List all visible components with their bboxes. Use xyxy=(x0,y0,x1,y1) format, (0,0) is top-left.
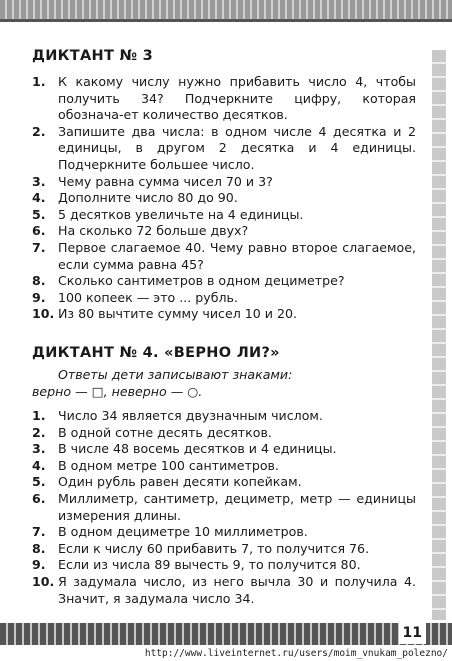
intro-line-1: Ответы дети записывают знаками: xyxy=(58,366,293,382)
list-item xyxy=(32,541,416,558)
dictation-4-title: ДИКТАНТ № 4. «ВЕРНО ЛИ?» xyxy=(32,344,280,361)
list-item xyxy=(32,408,416,425)
list-item xyxy=(32,491,416,524)
item-number: 7. xyxy=(32,239,46,255)
item-text: На сколько 72 больше двух? xyxy=(58,223,249,239)
item-text: Дополните число 80 до 90. xyxy=(58,190,238,206)
item-number: 3. xyxy=(32,173,46,189)
dictation-4-intro xyxy=(32,367,416,400)
bottom-decorative-band xyxy=(0,623,452,645)
item-number: 8. xyxy=(32,273,46,289)
item-text: 5 десятков увеличьте на 4 единицы. xyxy=(58,206,304,222)
item-number: 10. xyxy=(32,574,55,590)
right-decorative-strip xyxy=(432,50,446,620)
item-number: 5. xyxy=(32,206,46,222)
item-number: 3. xyxy=(32,441,46,457)
list-item xyxy=(32,557,416,574)
item-text: В одном дециметре 10 миллиметров. xyxy=(58,524,308,540)
item-text: 100 копеек — это ... рубль. xyxy=(58,289,238,305)
list-item xyxy=(32,223,416,240)
item-text: Первое слагаемое 40. Чему равно второе слагаемое, если сумма равна 45? xyxy=(58,239,416,272)
dictation-3-title: ДИКТАНТ № 3 xyxy=(32,48,153,64)
item-number: 9. xyxy=(32,289,46,305)
list-item xyxy=(32,74,416,124)
page-content xyxy=(32,48,416,607)
item-text: В одной сотне десять десятков. xyxy=(58,424,272,440)
item-number: 6. xyxy=(32,491,46,507)
item-number: 6. xyxy=(32,223,46,239)
item-text: Один рубль равен десяти копейкам. xyxy=(58,474,302,490)
item-text: В одном метре 100 сантиметров. xyxy=(58,457,279,473)
list-item xyxy=(32,574,416,607)
item-number: 4. xyxy=(32,457,46,473)
list-item xyxy=(32,273,416,290)
list-item xyxy=(32,474,416,491)
item-number: 1. xyxy=(32,74,46,89)
list-item xyxy=(32,306,416,323)
item-text: Число 34 является двузначным числом. xyxy=(58,408,323,424)
item-number: 10. xyxy=(32,306,55,322)
item-number: 8. xyxy=(32,540,46,556)
list-item xyxy=(32,441,416,458)
dictation-3-list xyxy=(32,74,416,323)
list-item xyxy=(32,524,416,541)
item-text: В числе 48 восемь десятков и 4 единицы. xyxy=(58,441,337,457)
list-item xyxy=(32,174,416,191)
intro-line-2: верно — □, неверно — ○. xyxy=(32,383,203,399)
list-item xyxy=(32,124,416,174)
page-number: 11 xyxy=(399,622,426,644)
item-text: Из 80 вычтите сумму чисел 10 и 20. xyxy=(58,306,297,322)
item-text: Если из числа 89 вычесть 9, то получится 80. xyxy=(58,557,361,573)
item-number: 5. xyxy=(32,474,46,490)
dictation-4-list xyxy=(32,408,416,607)
list-item xyxy=(32,458,416,475)
top-decorative-band xyxy=(0,0,452,22)
item-number: 7. xyxy=(32,524,46,540)
item-text: Если к числу 60 прибавить 7, то получится 76. xyxy=(58,540,370,556)
list-item xyxy=(32,240,416,273)
footer-url: http://www.liveinternet.ru/users/moim_vnukam_polezno/ xyxy=(0,646,452,661)
item-number: 9. xyxy=(32,557,46,573)
item-number: 2. xyxy=(32,123,46,139)
item-number: 4. xyxy=(32,190,46,206)
item-text: Чему равна сумма чисел 70 и 3? xyxy=(58,173,273,189)
item-text: К какому числу нужно прибавить число 4, чтобы получить 34? Подчеркните цифру, которая обознача-ет количество десятков. xyxy=(58,74,416,123)
list-item xyxy=(32,425,416,442)
list-item xyxy=(32,290,416,307)
item-text: Запишите два числа: в одном числе 4 десятка и 2 единицы, в другом 2 десятка и 4 единицы. Подчеркните большее число. xyxy=(58,123,416,172)
item-number: 1. xyxy=(32,408,46,424)
list-item xyxy=(32,207,416,224)
item-text: Сколько сантиметров в одном дециметре? xyxy=(58,273,345,289)
item-text: Я задумала число, из него вычла 30 и получила 4. Значит, я задумала число 34. xyxy=(58,574,416,606)
item-text: Миллиметр, сантиметр, дециметр, метр — единицы измерения длины. xyxy=(58,491,416,523)
list-item xyxy=(32,190,416,207)
item-number: 2. xyxy=(32,424,46,440)
